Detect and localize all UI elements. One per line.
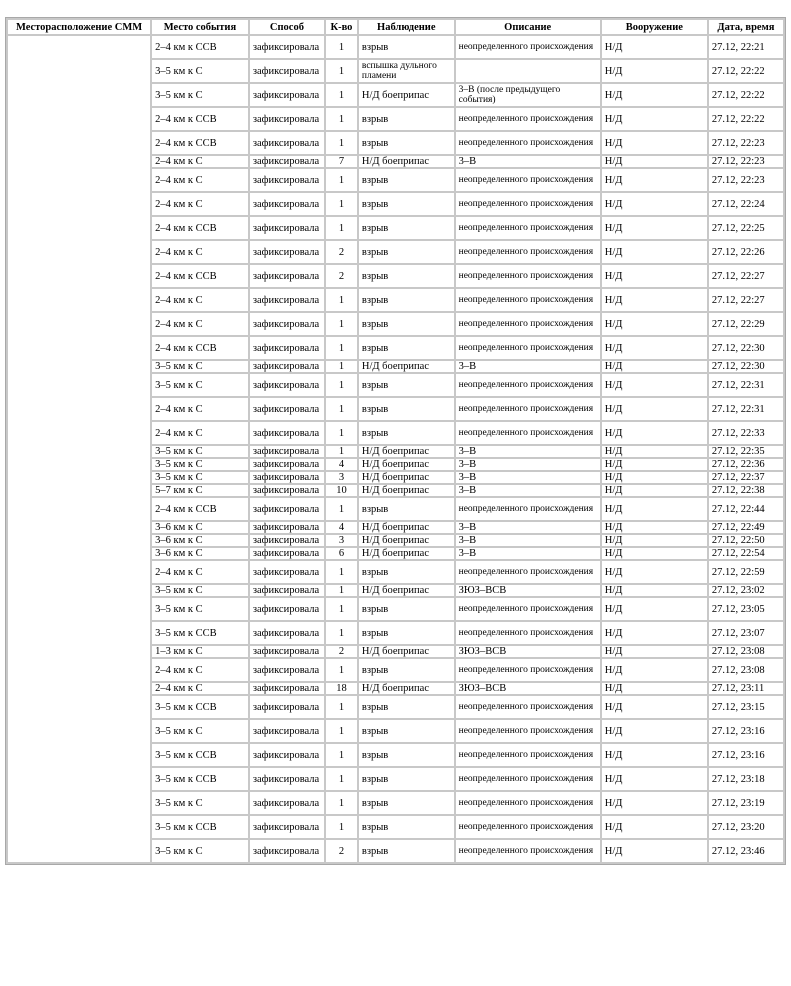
method-cell: зафиксировала — [250, 36, 324, 58]
observation-cell: взрыв — [359, 422, 454, 444]
count-cell: 1 — [326, 169, 357, 191]
method-cell: зафиксировала — [250, 696, 324, 718]
weapon-cell: Н/Д — [602, 535, 707, 546]
weapon-cell: Н/Д — [602, 108, 707, 130]
observation-cell: взрыв — [359, 744, 454, 766]
weapon-cell: Н/Д — [602, 598, 707, 620]
observation-cell: Н/Д боеприпас — [359, 361, 454, 372]
observation-cell: взрыв — [359, 337, 454, 359]
weapon-cell: Н/Д — [602, 816, 707, 838]
description-cell: неопределенного происхождения — [456, 289, 600, 311]
description-cell: 3–В — [456, 472, 600, 483]
header-datetime: Дата, время — [709, 20, 783, 34]
method-cell: зафиксировала — [250, 84, 324, 106]
event-place-cell: 3–5 км к ССВ — [152, 696, 248, 718]
method-cell: зафиксировала — [250, 792, 324, 814]
event-place-cell: 3–5 км к С — [152, 446, 248, 457]
datetime-cell: 27.12, 23:16 — [709, 720, 783, 742]
observation-cell: взрыв — [359, 241, 454, 263]
observation-cell: Н/Д боеприпас — [359, 156, 454, 167]
count-cell: 1 — [326, 361, 357, 372]
event-place-cell: 2–4 км к ССВ — [152, 498, 248, 520]
weapon-cell: Н/Д — [602, 241, 707, 263]
event-place-cell: 2–4 км к ССВ — [152, 36, 248, 58]
method-cell: зафиксировала — [250, 535, 324, 546]
count-cell: 1 — [326, 132, 357, 154]
description-cell: неопределенного происхождения — [456, 768, 600, 790]
weapon-cell: Н/Д — [602, 548, 707, 559]
count-cell: 2 — [326, 265, 357, 287]
weapon-cell: Н/Д — [602, 659, 707, 681]
method-cell: зафиксировала — [250, 374, 324, 396]
description-cell: неопределенного происхождения — [456, 498, 600, 520]
description-cell: неопределенного происхождения — [456, 696, 600, 718]
event-place-cell: 2–4 км к С — [152, 398, 248, 420]
description-cell: неопределенного происхождения — [456, 313, 600, 335]
observation-cell: Н/Д боеприпас — [359, 84, 454, 106]
datetime-cell: 27.12, 22:59 — [709, 561, 783, 583]
description-cell: неопределенного происхождения — [456, 169, 600, 191]
weapon-cell: Н/Д — [602, 289, 707, 311]
weapon-cell: Н/Д — [602, 398, 707, 420]
header-method: Способ — [250, 20, 324, 34]
count-cell: 1 — [326, 337, 357, 359]
weapon-cell: Н/Д — [602, 683, 707, 694]
count-cell: 18 — [326, 683, 357, 694]
method-cell: зафиксировала — [250, 720, 324, 742]
datetime-cell: 27.12, 22:29 — [709, 313, 783, 335]
description-cell: неопределенного происхождения — [456, 422, 600, 444]
datetime-cell: 27.12, 22:23 — [709, 156, 783, 167]
method-cell: зафиксировала — [250, 659, 324, 681]
datetime-cell: 27.12, 22:54 — [709, 548, 783, 559]
observation-cell: Н/Д боеприпас — [359, 472, 454, 483]
observation-cell: взрыв — [359, 792, 454, 814]
event-place-cell: 2–4 км к С — [152, 313, 248, 335]
weapon-cell: Н/Д — [602, 313, 707, 335]
datetime-cell: 27.12, 23:46 — [709, 840, 783, 862]
count-cell: 2 — [326, 840, 357, 862]
datetime-cell: 27.12, 22:33 — [709, 422, 783, 444]
description-cell: неопределенного происхождения — [456, 265, 600, 287]
method-cell: зафиксировала — [250, 744, 324, 766]
datetime-cell: 27.12, 22:21 — [709, 36, 783, 58]
event-place-cell: 3–5 км к ССВ — [152, 816, 248, 838]
count-cell: 1 — [326, 108, 357, 130]
description-cell: 3–В — [456, 522, 600, 533]
observation-cell: Н/Д боеприпас — [359, 446, 454, 457]
method-cell: зафиксировала — [250, 169, 324, 191]
weapon-cell: Н/Д — [602, 522, 707, 533]
method-cell: зафиксировала — [250, 768, 324, 790]
event-place-cell: 2–4 км к С — [152, 561, 248, 583]
observation-cell: Н/Д боеприпас — [359, 585, 454, 596]
description-cell: неопределенного происхождения — [456, 337, 600, 359]
datetime-cell: 27.12, 22:22 — [709, 60, 783, 82]
weapon-cell: Н/Д — [602, 361, 707, 372]
count-cell: 1 — [326, 84, 357, 106]
event-place-cell: 3–5 км к С — [152, 374, 248, 396]
datetime-cell: 27.12, 22:37 — [709, 472, 783, 483]
observation-cell: взрыв — [359, 313, 454, 335]
event-place-cell: 3–5 км к С — [152, 84, 248, 106]
observation-cell: взрыв — [359, 193, 454, 215]
table-body — [8, 36, 783, 862]
event-place-cell: 3–6 км к С — [152, 522, 248, 533]
event-place-cell: 3–5 км к С — [152, 720, 248, 742]
count-cell: 2 — [326, 241, 357, 263]
datetime-cell: 27.12, 22:35 — [709, 446, 783, 457]
method-cell: зафиксировала — [250, 683, 324, 694]
event-place-cell: 3–5 км к ССВ — [152, 744, 248, 766]
observation-cell: Н/Д боеприпас — [359, 535, 454, 546]
observation-cell: взрыв — [359, 398, 454, 420]
datetime-cell: 27.12, 22:49 — [709, 522, 783, 533]
count-cell: 1 — [326, 398, 357, 420]
document-page — [5, 17, 786, 865]
datetime-cell: 27.12, 22:23 — [709, 132, 783, 154]
description-cell: неопределенного происхождения — [456, 744, 600, 766]
weapon-cell: Н/Д — [602, 337, 707, 359]
count-cell: 7 — [326, 156, 357, 167]
datetime-cell: 27.12, 23:16 — [709, 744, 783, 766]
method-cell: зафиксировала — [250, 548, 324, 559]
method-cell: зафиксировала — [250, 446, 324, 457]
header-weapon: Вооружение — [602, 20, 707, 34]
description-cell: неопределенного происхождения — [456, 132, 600, 154]
method-cell: зафиксировала — [250, 561, 324, 583]
count-cell: 1 — [326, 36, 357, 58]
observation-cell: взрыв — [359, 374, 454, 396]
count-cell: 1 — [326, 598, 357, 620]
event-place-cell: 2–4 км к С — [152, 289, 248, 311]
weapon-cell: Н/Д — [602, 84, 707, 106]
observation-cell: взрыв — [359, 36, 454, 58]
header-event-place: Место события — [152, 20, 248, 34]
count-cell: 1 — [326, 659, 357, 681]
datetime-cell: 27.12, 23:15 — [709, 696, 783, 718]
observation-cell: взрыв — [359, 696, 454, 718]
description-cell: неопределенного происхождения — [456, 36, 600, 58]
count-cell: 1 — [326, 60, 357, 82]
description-cell: неопределенного происхождения — [456, 816, 600, 838]
table-row — [8, 36, 783, 58]
weapon-cell: Н/Д — [602, 60, 707, 82]
observation-cell: взрыв — [359, 720, 454, 742]
observation-cell: Н/Д боеприпас — [359, 683, 454, 694]
observation-cell: взрыв — [359, 840, 454, 862]
datetime-cell: 27.12, 23:19 — [709, 792, 783, 814]
weapon-cell: Н/Д — [602, 485, 707, 496]
datetime-cell: 27.12, 22:23 — [709, 169, 783, 191]
observation-cell: вспышка дульного пламени — [359, 60, 454, 82]
observation-cell: взрыв — [359, 598, 454, 620]
count-cell: 4 — [326, 522, 357, 533]
method-cell: зафиксировала — [250, 361, 324, 372]
datetime-cell: 27.12, 23:08 — [709, 646, 783, 657]
event-place-cell: 3–5 км к С — [152, 585, 248, 596]
method-cell: зафиксировала — [250, 598, 324, 620]
datetime-cell: 27.12, 22:50 — [709, 535, 783, 546]
method-cell: зафиксировала — [250, 313, 324, 335]
count-cell: 1 — [326, 193, 357, 215]
count-cell: 1 — [326, 720, 357, 742]
header-smm-location: Месторасположение СММ — [8, 20, 150, 34]
event-place-cell: 3–5 км к С — [152, 60, 248, 82]
weapon-cell: Н/Д — [602, 840, 707, 862]
datetime-cell: 27.12, 22:36 — [709, 459, 783, 470]
description-cell: 3–В — [456, 446, 600, 457]
description-cell: ЗЮЗ–ВСВ — [456, 585, 600, 596]
count-cell: 1 — [326, 374, 357, 396]
observation-cell: Н/Д боеприпас — [359, 485, 454, 496]
weapon-cell: Н/Д — [602, 498, 707, 520]
count-cell: 1 — [326, 696, 357, 718]
event-place-cell: 2–4 км к С — [152, 169, 248, 191]
observation-cell: взрыв — [359, 622, 454, 644]
description-cell: 3–В — [456, 485, 600, 496]
method-cell: зафиксировала — [250, 193, 324, 215]
count-cell: 1 — [326, 561, 357, 583]
description-cell: неопределенного происхождения — [456, 561, 600, 583]
weapon-cell: Н/Д — [602, 472, 707, 483]
observation-cell: взрыв — [359, 816, 454, 838]
datetime-cell: 27.12, 22:31 — [709, 374, 783, 396]
observation-cell: Н/Д боеприпас — [359, 522, 454, 533]
method-cell: зафиксировала — [250, 422, 324, 444]
count-cell: 1 — [326, 744, 357, 766]
weapon-cell: Н/Д — [602, 744, 707, 766]
weapon-cell: Н/Д — [602, 646, 707, 657]
event-place-cell: 2–4 км к С — [152, 659, 248, 681]
count-cell: 10 — [326, 485, 357, 496]
method-cell: зафиксировала — [250, 522, 324, 533]
event-place-cell: 2–4 км к С — [152, 241, 248, 263]
event-place-cell: 3–6 км к С — [152, 535, 248, 546]
count-cell: 4 — [326, 459, 357, 470]
observation-cell: взрыв — [359, 132, 454, 154]
weapon-cell: Н/Д — [602, 459, 707, 470]
method-cell: зафиксировала — [250, 60, 324, 82]
weapon-cell: Н/Д — [602, 169, 707, 191]
weapon-cell: Н/Д — [602, 696, 707, 718]
weapon-cell: Н/Д — [602, 622, 707, 644]
description-cell: неопределенного происхождения — [456, 840, 600, 862]
datetime-cell: 27.12, 23:07 — [709, 622, 783, 644]
observation-cell: Н/Д боеприпас — [359, 646, 454, 657]
count-cell: 3 — [326, 472, 357, 483]
datetime-cell: 27.12, 22:38 — [709, 485, 783, 496]
method-cell: зафиксировала — [250, 241, 324, 263]
weapon-cell: Н/Д — [602, 374, 707, 396]
method-cell: зафиксировала — [250, 337, 324, 359]
event-place-cell: 2–4 км к ССВ — [152, 132, 248, 154]
count-cell: 1 — [326, 289, 357, 311]
description-cell: неопределенного происхождения — [456, 720, 600, 742]
weapon-cell: Н/Д — [602, 561, 707, 583]
description-cell: 3–В — [456, 535, 600, 546]
description-cell: неопределенного происхождения — [456, 598, 600, 620]
observation-cell: Н/Д боеприпас — [359, 548, 454, 559]
description-cell: неопределенного происхождения — [456, 398, 600, 420]
observation-cell: взрыв — [359, 289, 454, 311]
count-cell: 1 — [326, 816, 357, 838]
method-cell: зафиксировала — [250, 816, 324, 838]
method-cell: зафиксировала — [250, 459, 324, 470]
method-cell: зафиксировала — [250, 498, 324, 520]
observation-cell: Н/Д боеприпас — [359, 459, 454, 470]
event-place-cell: 3–5 км к С — [152, 361, 248, 372]
method-cell: зафиксировала — [250, 217, 324, 239]
method-cell: зафиксировала — [250, 156, 324, 167]
datetime-cell: 27.12, 23:11 — [709, 683, 783, 694]
observation-cell: взрыв — [359, 108, 454, 130]
datetime-cell: 27.12, 22:25 — [709, 217, 783, 239]
observation-cell: взрыв — [359, 217, 454, 239]
count-cell: 1 — [326, 792, 357, 814]
event-place-cell: 2–4 км к С — [152, 422, 248, 444]
description-cell: 3–В — [456, 548, 600, 559]
method-cell: зафиксировала — [250, 485, 324, 496]
datetime-cell: 27.12, 23:08 — [709, 659, 783, 681]
method-cell: зафиксировала — [250, 622, 324, 644]
count-cell: 1 — [326, 622, 357, 644]
datetime-cell: 27.12, 22:31 — [709, 398, 783, 420]
datetime-cell: 27.12, 23:05 — [709, 598, 783, 620]
header-observation: Наблюдение — [359, 20, 454, 34]
event-place-cell: 3–5 км к С — [152, 598, 248, 620]
method-cell: зафиксировала — [250, 585, 324, 596]
description-cell: неопределенного происхождения — [456, 374, 600, 396]
weapon-cell: Н/Д — [602, 768, 707, 790]
observation-cell: взрыв — [359, 498, 454, 520]
event-place-cell: 1–3 км к С — [152, 646, 248, 657]
method-cell: зафиксировала — [250, 132, 324, 154]
event-place-cell: 3–5 км к С — [152, 459, 248, 470]
description-cell: 3–В — [456, 361, 600, 372]
event-place-cell: 3–5 км к ССВ — [152, 768, 248, 790]
event-place-cell: 2–4 км к ССВ — [152, 337, 248, 359]
description-cell: неопределенного происхождения — [456, 241, 600, 263]
event-place-cell: 3–5 км к С — [152, 472, 248, 483]
datetime-cell: 27.12, 22:30 — [709, 361, 783, 372]
datetime-cell: 27.12, 22:26 — [709, 241, 783, 263]
count-cell: 2 — [326, 646, 357, 657]
event-place-cell: 3–5 км к С — [152, 840, 248, 862]
datetime-cell: 27.12, 22:22 — [709, 84, 783, 106]
weapon-cell: Н/Д — [602, 720, 707, 742]
weapon-cell: Н/Д — [602, 422, 707, 444]
smm-location-cell — [8, 36, 150, 862]
description-cell: неопределенного происхождения — [456, 193, 600, 215]
weapon-cell: Н/Д — [602, 265, 707, 287]
weapon-cell: Н/Д — [602, 132, 707, 154]
datetime-cell: 27.12, 23:18 — [709, 768, 783, 790]
observation-cell: взрыв — [359, 265, 454, 287]
datetime-cell: 27.12, 23:02 — [709, 585, 783, 596]
count-cell: 6 — [326, 548, 357, 559]
event-place-cell: 2–4 км к ССВ — [152, 108, 248, 130]
method-cell: зафиксировала — [250, 472, 324, 483]
weapon-cell: Н/Д — [602, 446, 707, 457]
method-cell: зафиксировала — [250, 840, 324, 862]
event-place-cell: 3–6 км к С — [152, 548, 248, 559]
datetime-cell: 27.12, 22:27 — [709, 289, 783, 311]
weapon-cell: Н/Д — [602, 156, 707, 167]
method-cell: зафиксировала — [250, 398, 324, 420]
description-cell: неопределенного происхождения — [456, 659, 600, 681]
observation-cell: взрыв — [359, 561, 454, 583]
count-cell: 1 — [326, 768, 357, 790]
event-place-cell: 2–4 км к С — [152, 156, 248, 167]
description-cell: неопределенного происхождения — [456, 108, 600, 130]
method-cell: зафиксировала — [250, 289, 324, 311]
datetime-cell: 27.12, 22:44 — [709, 498, 783, 520]
table-header-row — [8, 20, 783, 34]
description-cell: ЗЮЗ–ВСВ — [456, 646, 600, 657]
description-cell: неопределенного происхождения — [456, 217, 600, 239]
observation-cell: взрыв — [359, 169, 454, 191]
datetime-cell: 27.12, 22:22 — [709, 108, 783, 130]
observation-cell: взрыв — [359, 768, 454, 790]
event-place-cell: 2–4 км к ССВ — [152, 217, 248, 239]
event-place-cell: 2–4 км к ССВ — [152, 265, 248, 287]
datetime-cell: 27.12, 23:20 — [709, 816, 783, 838]
description-cell: 3–В — [456, 459, 600, 470]
description-cell — [456, 60, 600, 82]
header-count: К-во — [326, 20, 357, 34]
method-cell: зафиксировала — [250, 265, 324, 287]
count-cell: 1 — [326, 217, 357, 239]
description-cell: ЗЮЗ–ВСВ — [456, 683, 600, 694]
description-cell: неопределенного происхождения — [456, 792, 600, 814]
datetime-cell: 27.12, 22:30 — [709, 337, 783, 359]
weapon-cell: Н/Д — [602, 585, 707, 596]
observation-cell: взрыв — [359, 659, 454, 681]
count-cell: 1 — [326, 422, 357, 444]
event-place-cell: 3–5 км к ССВ — [152, 622, 248, 644]
description-cell: неопределенного происхождения — [456, 622, 600, 644]
weapon-cell: Н/Д — [602, 217, 707, 239]
count-cell: 3 — [326, 535, 357, 546]
count-cell: 1 — [326, 585, 357, 596]
datetime-cell: 27.12, 22:24 — [709, 193, 783, 215]
weapon-cell: Н/Д — [602, 193, 707, 215]
method-cell: зафиксировала — [250, 646, 324, 657]
description-cell: 3–В — [456, 156, 600, 167]
datetime-cell: 27.12, 22:27 — [709, 265, 783, 287]
method-cell: зафиксировала — [250, 108, 324, 130]
weapon-cell: Н/Д — [602, 36, 707, 58]
count-cell: 1 — [326, 446, 357, 457]
event-place-cell: 5–7 км к С — [152, 485, 248, 496]
weapon-cell: Н/Д — [602, 792, 707, 814]
event-place-cell: 2–4 км к С — [152, 193, 248, 215]
count-cell: 1 — [326, 313, 357, 335]
events-table — [5, 17, 786, 865]
event-place-cell: 3–5 км к С — [152, 792, 248, 814]
event-place-cell: 2–4 км к С — [152, 683, 248, 694]
description-cell: 3–В (после предыдущего события) — [456, 84, 600, 106]
header-description: Описание — [456, 20, 600, 34]
count-cell: 1 — [326, 498, 357, 520]
